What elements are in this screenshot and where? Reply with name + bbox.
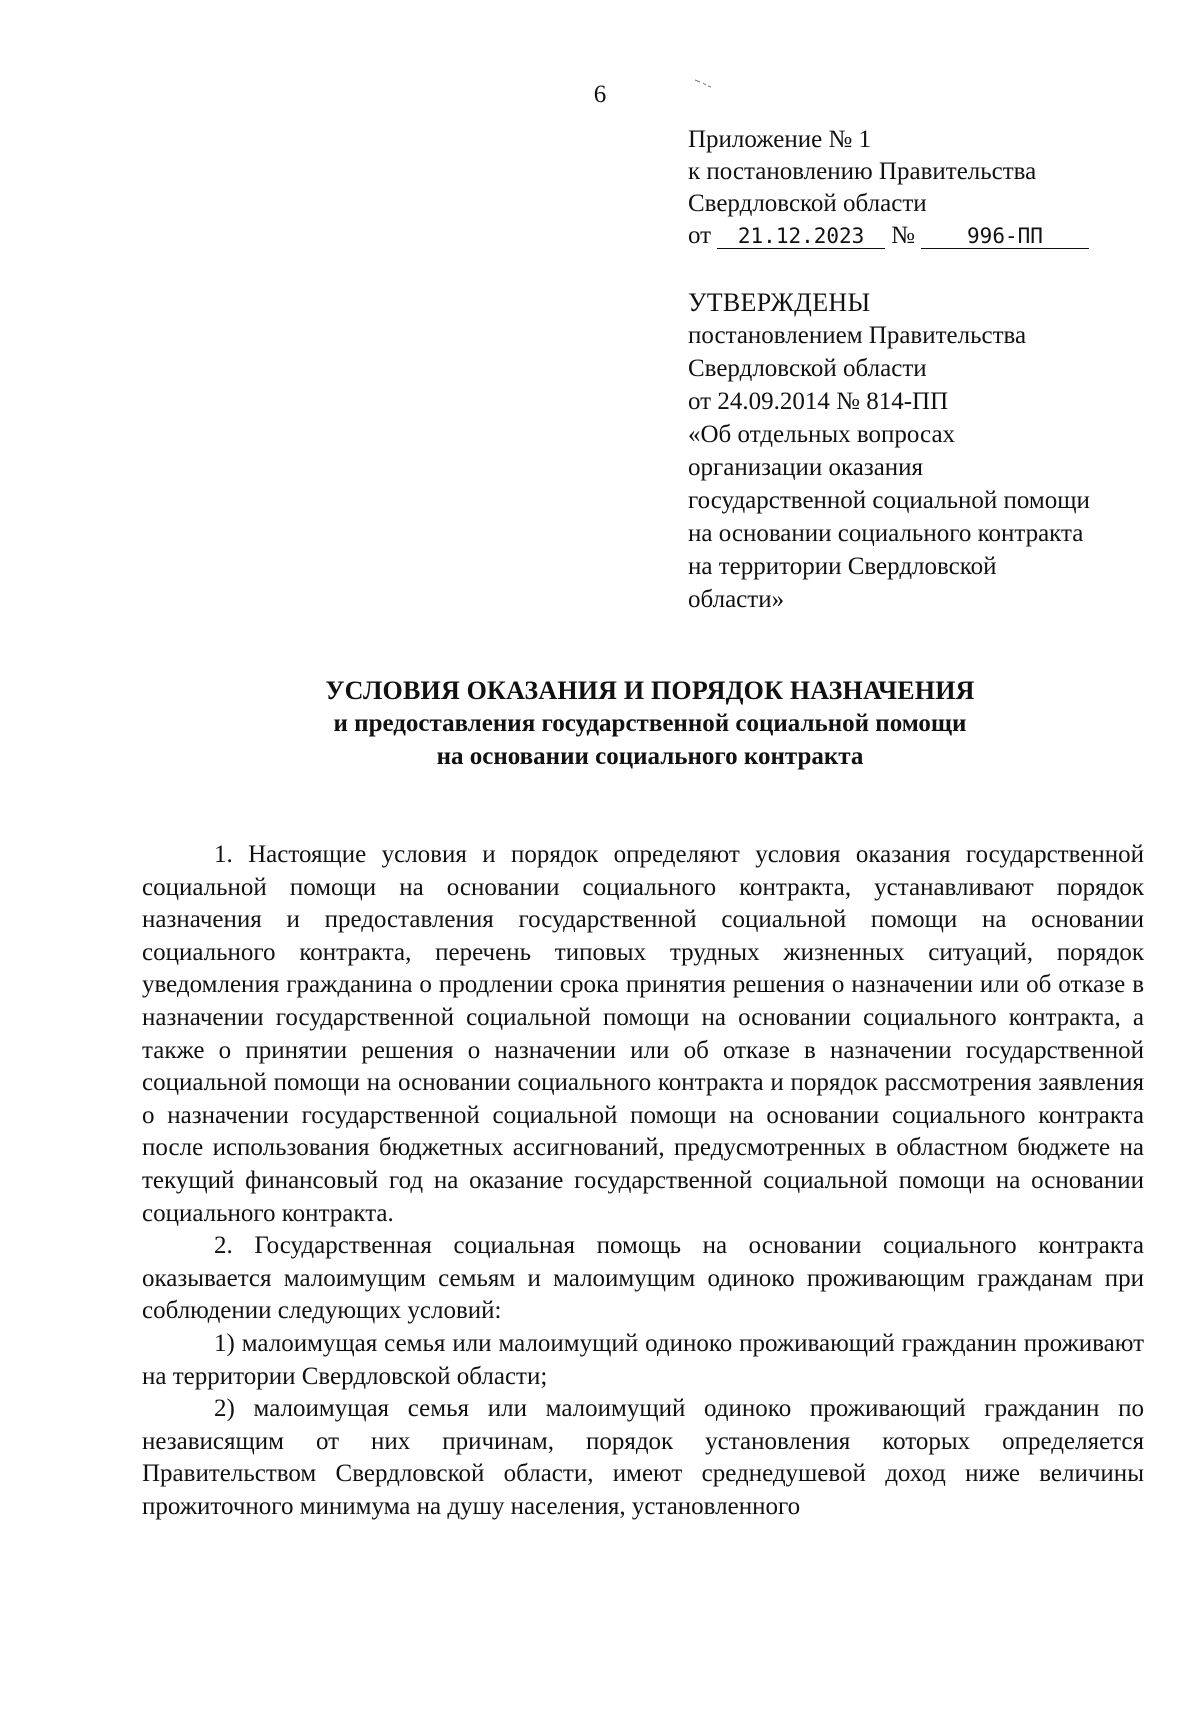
approved-line: области» [688, 586, 785, 613]
approved-line: постановлением Правительства [688, 322, 1027, 349]
approved-line: «Об отдельных вопросах [688, 421, 956, 448]
title-line-3: на основании социального контракта [436, 743, 864, 770]
approved-line: государственной социальной помощи [688, 487, 1090, 514]
approved-block [688, 286, 1168, 616]
appendix-block [688, 124, 1158, 252]
approved-line: организации оказания [688, 454, 924, 481]
approved-line: на основании социального контракта [688, 520, 1084, 547]
appendix-line-1: Приложение № 1 [688, 126, 872, 153]
paragraph-2: 2. Государственная социальная помощь на основании социального контракта оказывается малоимущим семьям и малоимущим одиноко проживающим гражданам при соблюдении следующих условий: [142, 1232, 1144, 1325]
approved-line: Свердловской области [688, 355, 927, 382]
paragraph-2-item-2: 2) малоимущая семья или малоимущий одиноко проживающий гражданин по независящим от них причинам, порядок установления которых определяется Правительством Свердловской области, имеют среднедушевой доход ниже величины прожиточного минимума на душу населения, установленного [142, 1395, 1144, 1520]
paragraph-2-item-1: 1) малоимущая семья или малоимущий одиноко проживающий гражданин проживают на территории Свердловской области; [142, 1329, 1144, 1390]
document-title [100, 674, 1200, 773]
resolution-date-field: 21.12.2023 [717, 224, 885, 249]
approved-line: на территории Свердловской [688, 553, 997, 580]
title-line-1: УСЛОВИЯ ОКАЗАНИЯ И ПОРЯДОК НАЗНАЧЕНИЯ [325, 676, 975, 705]
appendix-line-2: к постановлению Правительства [688, 158, 1037, 185]
approved-heading: УТВЕРЖДЕНЫ [688, 288, 871, 317]
number-prefix: № [891, 222, 915, 249]
appendix-date-line [688, 220, 1158, 252]
date-prefix: от [688, 222, 712, 249]
appendix-line-3: Свердловской области [688, 190, 927, 217]
page-number: 6 [593, 81, 607, 108]
scan-speck-mark [694, 78, 712, 88]
approved-line: от 24.09.2014 № 814-ПП [688, 388, 949, 415]
paragraph-1: 1. Настоящие условия и порядок определяют условия оказания государственной социальной помощи на основании социального контракта, устанавливают порядок назначения и предоставления государственной социальной помощи на основании социального контракта, перечень типовых трудных жизненных ситуаций, порядок уведомления гражданина о продлении срока принятия решения о назначении или об отказе в назначении государственной социальной помощи на основании социального контракта, а также о принятии решения о назначении или об отказе в назначении государственной социальной помощи на основании социального контракта и порядок рассмотрения заявления о назначении государственной социальной помощи на основании социального контракта после использования бюджетных ассигнований, предусмотренных в областном бюджете на текущий финансовый год на оказание государственной социальной помощи на основании социального контракта. [142, 841, 1144, 1227]
resolution-number-field: 996-ПП [921, 224, 1089, 249]
document-body [142, 839, 1144, 1523]
title-line-2: и предоставления государственной социальной помощи [333, 710, 967, 737]
